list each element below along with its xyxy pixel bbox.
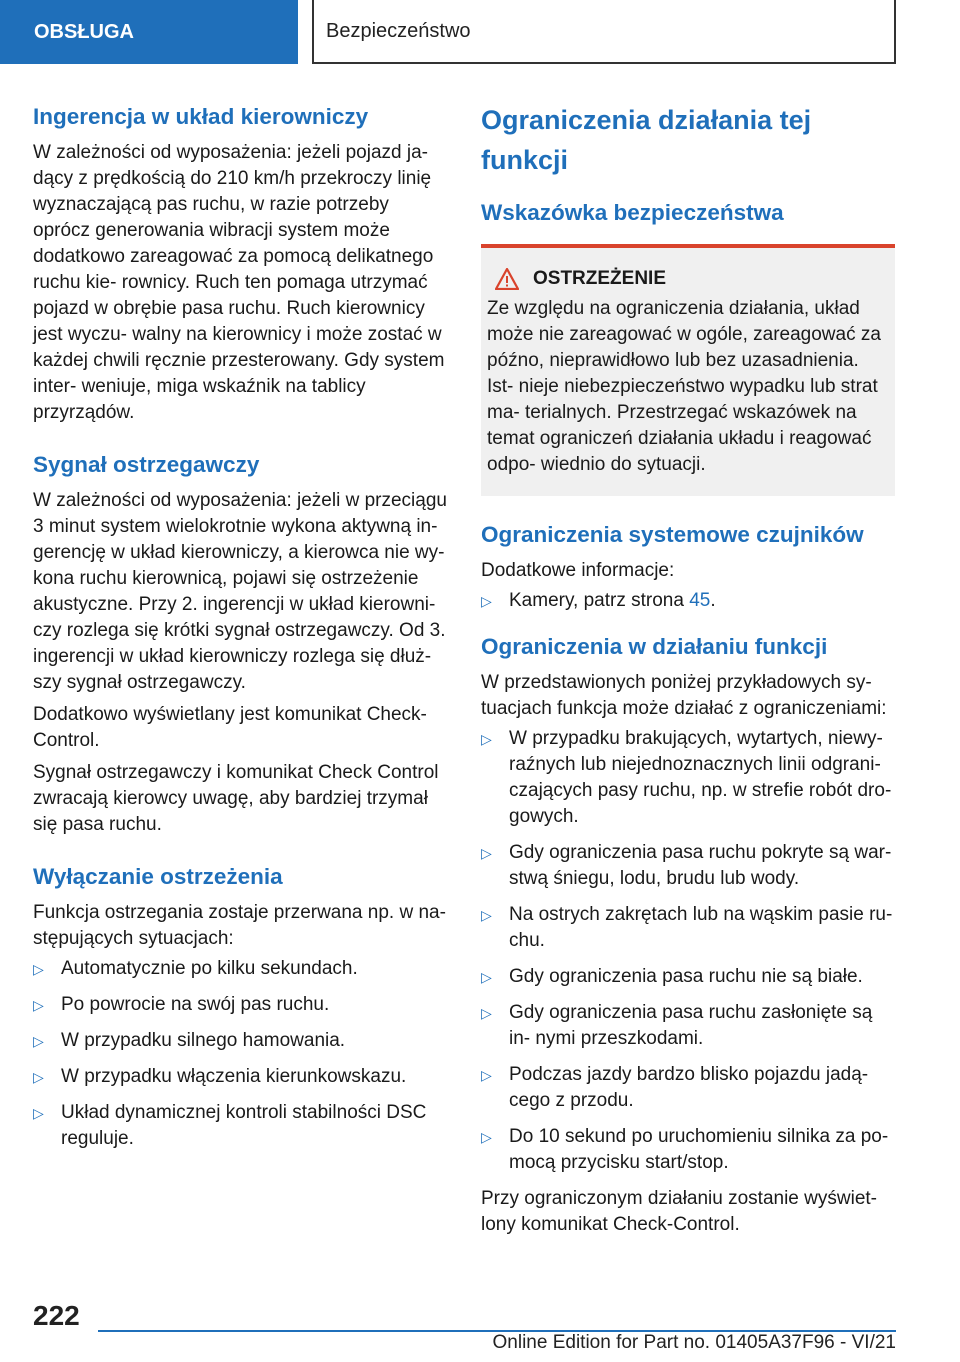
triangle-bullet-icon: ▷ <box>481 845 492 861</box>
triangle-bullet-icon: ▷ <box>481 593 492 609</box>
paragraph-disable: Funkcja ostrzegania zostaje przerwana np. w na- stępujących sytuacjach: <box>33 902 446 949</box>
list-item: ▷ Po powrocie na swój pas ruchu. <box>33 992 447 1018</box>
triangle-bullet-icon: ▷ <box>481 1067 492 1083</box>
page-number: 222 <box>33 1300 80 1331</box>
list-item: ▷ W przypadku włączenia kierunkowskazu. <box>33 1064 447 1090</box>
triangle-bullet-icon: ▷ <box>33 1069 44 1085</box>
chapter-label: OBSŁUGA <box>34 20 134 43</box>
warning-text: Ze względu na ograniczenia działania, układ może nie zareagować w ogóle, zareagować za późno, nieprawidłowo lub bez uzasadnienia. Ist- nieje niebezpieczeństwo wypadku lub strat ma- terialnych. Przestrzegać wskazówek na temat ograniczeń działania układu i reagować odpo- wiednio do sytuacji. <box>487 298 881 475</box>
section-header <box>312 0 896 64</box>
edition-footer: Online Edition for Part no. 01405A37F96 - VI/21 <box>492 1332 896 1353</box>
list-item: ▷ Automatycznie po kilku sekundach. <box>33 956 447 982</box>
triangle-bullet-icon: ▷ <box>33 961 44 977</box>
warning-title: OSTRZEŻENIE <box>487 266 889 292</box>
section-label: Bezpieczeństwo <box>326 19 471 42</box>
list-item: ▷ Układ dynamicznej kontroli stabilności DSC reguluje. <box>33 1102 427 1149</box>
triangle-bullet-icon: ▷ <box>481 969 492 985</box>
list-item: ▷ Podczas jazdy bardzo blisko pojazdu jadą- cego z przodu. <box>481 1064 869 1111</box>
disable-list <box>33 956 447 1152</box>
heading-operation-limits: Ograniczenia w działaniu funkcji <box>481 634 828 659</box>
right-column <box>481 100 895 1238</box>
list-item: ▷ Gdy ograniczenia pasa ruchu nie są białe. <box>481 964 895 990</box>
list-item: ▷ Gdy ograniczenia pasa ruchu pokryte są war- stwą śniegu, lodu, brudu lub wody. <box>481 842 892 889</box>
paragraph-signal-2: Dodatkowo wyświetlany jest komunikat Check- Control. <box>33 704 427 751</box>
list-item: ▷ Kamery, patrz strona 45. <box>481 588 895 614</box>
triangle-bullet-icon: ▷ <box>481 1005 492 1021</box>
paragraph-signal-1: W zależności od wyposażenia: jeżeli w przeciągu 3 minut system wielokrotnie wykona aktywną in- gerencję w układ kierowniczy, a kierowca nie wy- kona ruchu kierownicą, pojawi się ostrzeżenie akustyczne. Przy 2. ingerencji w układ kierowni- czy rozlega się krótki sygnał ostrzegawczy. Od 3. ingerencji w układ kierowniczy rozlega się dłuż- szy sygnał ostrzegawczy. <box>33 490 447 693</box>
heading-steering: Ingerencja w układ kierowniczy <box>33 104 369 129</box>
paragraph-steering: W zależności od wyposażenia: jeżeli pojazd ja- dący z prędkością do 210 km/h przekroczy linię wyznaczającą pas ruchu, w razie potrzeby oprócz generowania wibracji system może dodatkowo zareagować za pomocą delikatnego ruchu kie- rownicy. Ruch ten pomaga utrzymać pojazd w obrębie pasa ruchu. Ruch kierownicy jest wyczu- walny na kierownicy i może zostać w każdej chwili ręcznie przesterowany. Gdy system inter- weniuje, miga wskaźnik na tablicy przyrządów. <box>33 142 445 423</box>
heading-sensor-limits: Ograniczenia systemowe czujników <box>481 522 864 547</box>
function-list <box>481 726 895 1176</box>
warning-triangle-icon <box>495 268 519 290</box>
triangle-bullet-icon: ▷ <box>481 731 492 747</box>
list-item: ▷ W przypadku brakujących, wytartych, niewy- raźnych lub niejednoznacznych linii odgrani- czających pasy ruchu, np. w strefie robót dro- gowych. <box>481 728 892 827</box>
paragraph-sensors: Dodatkowe informacje: <box>481 560 675 581</box>
triangle-bullet-icon: ▷ <box>33 1033 44 1049</box>
sensor-list <box>481 588 895 614</box>
list-item: ▷ Do 10 sekund po uruchomieniu silnika za po- mocą przycisku start/stop. <box>481 1126 889 1173</box>
triangle-bullet-icon: ▷ <box>481 1129 492 1145</box>
triangle-bullet-icon: ▷ <box>33 997 44 1013</box>
list-item: ▷ Na ostrych zakrętach lub na wąskim pasie ru- chu. <box>481 904 893 951</box>
heading-warning-signal: Sygnał ostrzegawczy <box>33 452 260 477</box>
list-item: ▷ W przypadku silnego hamowania. <box>33 1028 447 1054</box>
heading-function-limits: Ograniczenia działania tej funkcji <box>481 105 812 175</box>
paragraph-signal-3: Sygnał ostrzegawczy i komunikat Check Control zwracają kierowcy uwagę, aby bardziej trzymał się pasa ruchu. <box>33 762 439 835</box>
left-column <box>33 100 447 1162</box>
heading-safety-note: Wskazówka bezpieczeństwa <box>481 200 784 225</box>
paragraph-final: Przy ograniczonym działaniu zostanie wyświet- lony komunikat Check-Control. <box>481 1188 877 1235</box>
triangle-bullet-icon: ▷ <box>481 907 492 923</box>
warning-box <box>481 244 895 496</box>
page-link-45[interactable]: 45 <box>689 590 711 611</box>
heading-disable-warning: Wyłączanie ostrzeżenia <box>33 864 283 889</box>
triangle-bullet-icon: ▷ <box>33 1105 44 1121</box>
list-item: ▷ Gdy ograniczenia pasa ruchu zasłonięte są in- nymi przeszkodami. <box>481 1002 873 1049</box>
chapter-tab[interactable] <box>0 0 298 64</box>
paragraph-function: W przedstawionych poniżej przykładowych sy- tuacjach funkcja może działać z ograniczeniami: <box>481 672 887 719</box>
